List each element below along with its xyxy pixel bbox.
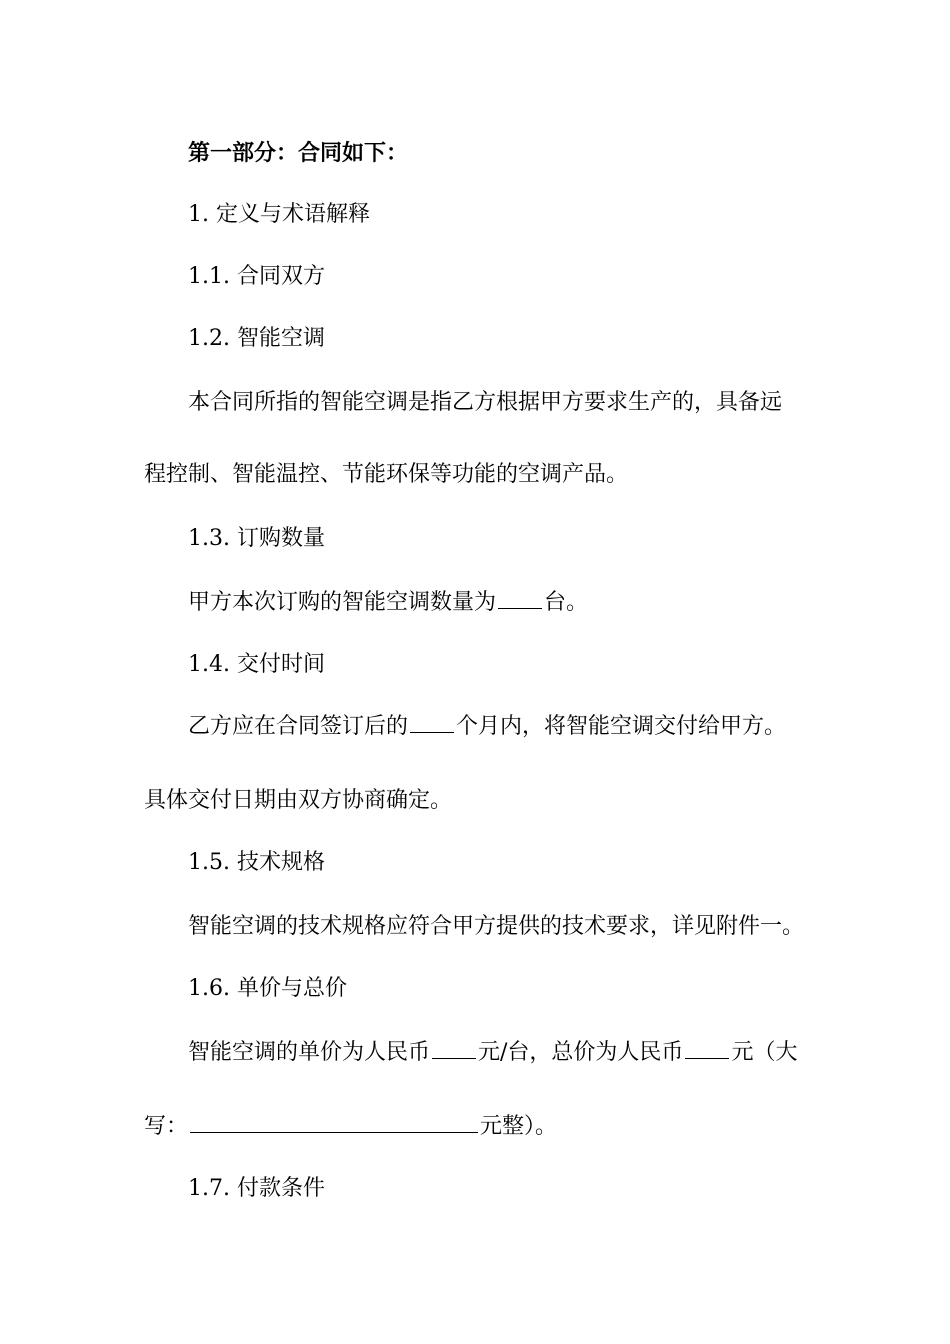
paragraph-1-4-text-b: 个月内，将智能空调交付给甲方。 (456, 714, 787, 739)
heading-1-3: 1.3. 订购数量 (188, 526, 325, 551)
unit-price-blank (432, 1038, 476, 1059)
paragraph-1-3-text-b: 台。 (544, 590, 589, 615)
heading-1-4: 1.4. 交付时间 (188, 652, 325, 677)
paragraph-1-6-text-e: 元整）。 (480, 1114, 558, 1139)
heading-1-1: 1.1. 合同双方 (188, 264, 325, 289)
total-price-blank (685, 1038, 729, 1059)
section-title: 第一部分：合同如下： (188, 140, 409, 166)
months-blank (410, 712, 454, 733)
heading-1-2: 1.2. 智能空调 (188, 326, 325, 351)
heading-1-5: 1.5. 技术规格 (188, 850, 325, 875)
paragraph-1-4-line-1 (188, 712, 786, 742)
paragraph-1-3-text-a: 甲方本次订购的智能空调数量为 (188, 590, 497, 615)
paragraph-1-3 (188, 588, 588, 618)
paragraph-1-6-text-d: 写： (144, 1114, 189, 1139)
paragraph-1-6-text-a: 智能空调的单价为人民币 (188, 1040, 431, 1065)
paragraph-1-6-text-c: 元（大 (731, 1040, 798, 1065)
heading-1: 1. 定义与术语解释 (188, 202, 370, 227)
quantity-blank (498, 588, 542, 609)
paragraph-1-6-line-1 (188, 1038, 797, 1068)
paragraph-1-4-text-a: 乙方应在合同签订后的 (188, 714, 409, 739)
heading-1-7: 1.7. 付款条件 (188, 1176, 325, 1201)
paragraph-1-6-text-b: 元/台，总价为人民币 (478, 1040, 684, 1065)
paragraph-1-2-line-2: 程控制、智能温控、节能环保等功能的空调产品。 (144, 462, 629, 487)
amount-in-words-blank (190, 1112, 478, 1133)
paragraph-1-6-line-2 (144, 1112, 557, 1142)
heading-1-6: 1.6. 单价与总价 (188, 976, 347, 1001)
paragraph-1-4-line-2: 具体交付日期由双方协商确定。 (144, 788, 453, 813)
paragraph-1-2-line-1: 本合同所指的智能空调是指乙方根据甲方要求生产的，具备远 (188, 390, 783, 415)
paragraph-1-5: 智能空调的技术规格应符合甲方提供的技术要求，详见附件一。 (188, 914, 805, 939)
